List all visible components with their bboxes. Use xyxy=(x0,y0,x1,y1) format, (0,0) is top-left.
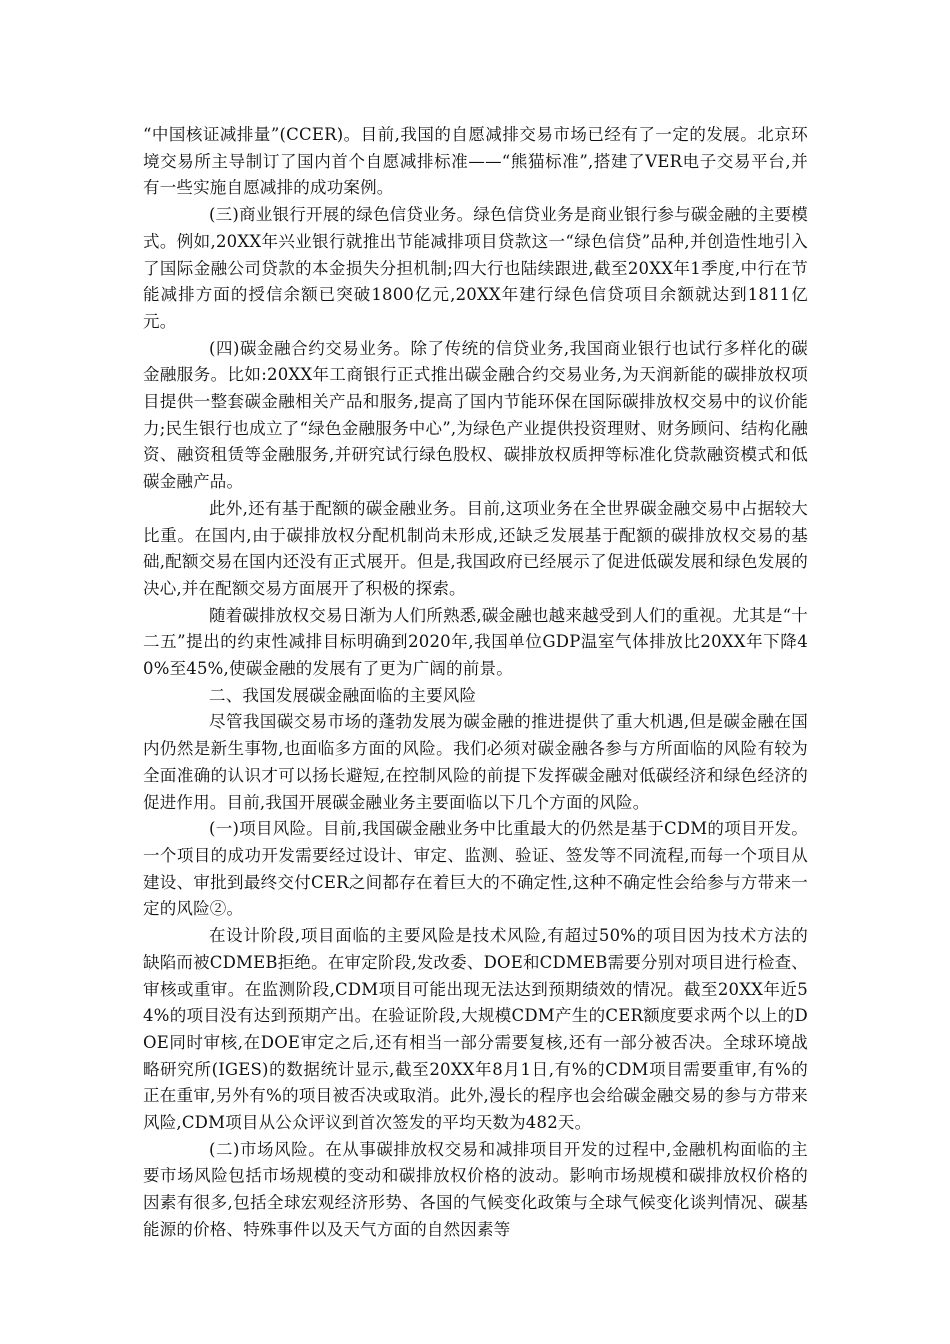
paragraph: (二)市场风险。在从事碳排放权交易和减排项目开发的过程中,金融机构面临的主要市场风险包括市场规模的变动和碳排放权价格的波动。影响市场规模和碳排放权价格的因素有很多,包括全球宏观经济形势、各国的气候变化政策与全球气候变化谈判情况、碳基能源的价格、特殊事件以及天气方面的自然因素等 xyxy=(143,1139,808,1239)
paragraph: 随着碳排放权交易日渐为人们所熟悉,碳金融也越来越受到人们的重视。尤其是“十二五”提出的约束性减排目标明确到2020年,我国单位GDP温室气体排放比20XX年下降40%至45%,使碳金融的发展有了更为广阔的前景。 xyxy=(143,605,808,679)
paragraph: 尽管我国碳交易市场的蓬勃发展为碳金融的推进提供了重大机遇,但是碳金融在国内仍然是新生事物,也面临多方面的风险。我们必须对碳金融各参与方所面临的风险有较为全面准确的认识才可以扬长避短,在控制风险的前提下发挥碳金融对低碳经济和绿色经济的促进作用。目前,我国开展碳金融业务主要面临以下几个方面的风险。 xyxy=(143,712,808,812)
paragraph: (一)项目风险。目前,我国碳金融业务中比重最大的仍然是基于CDM的项目开发。一个项目的成功开发需要经过设计、审定、监测、验证、签发等不同流程,而每一个项目从建设、审批到最终交付CER之间都存在着巨大的不确定性,这种不确定性会给参与方带来一定的风险②。 xyxy=(143,819,808,919)
paragraph: “中国核证减排量”(CCER)。目前,我国的自愿减排交易市场已经有了一定的发展。北京环境交易所主导制订了国内首个自愿减排标准——“熊猫标准”,搭建了VER电子交易平台,并有一些实施自愿减排的成功案例。 xyxy=(143,125,808,198)
paragraph: (三)商业银行开展的绿色信贷业务。绿色信贷业务是商业银行参与碳金融的主要模式。例如,20XX年兴业银行就推出节能减排项目贷款这一“绿色信贷”品种,并创造性地引入了国际金融公司贷款的本金损失分担机制;四大行也陆续跟进,截至20XX年1季度,中行在节能减排方面的授信余额已突破1800亿元,20XX年建行绿色信贷项目余额就达到1811亿元。 xyxy=(143,205,808,331)
paragraph: 此外,还有基于配额的碳金融业务。目前,这项业务在全世界碳金融交易中占据较大比重。在国内,由于碳排放权分配机制尚未形成,还缺乏发展基于配额的碳排放权交易的基础,配额交易在国内还没有正式展开。但是,我国政府已经展示了促进低碳发展和绿色发展的决心,并在配额交易方面展开了积极的探索。 xyxy=(143,498,808,598)
paragraph: 在设计阶段,项目面临的主要风险是技术风险,有超过50%的项目因为技术方法的缺陷而被CDMEB拒绝。在审定阶段,发改委、DOE和CDMEB需要分别对项目进行检查、审核或重审。在监测阶段,CDM项目可能出现无法达到预期绩效的情况。截至20XX年近54%的项目没有达到预期产出。在验证阶段,大规模CDM产生的CER额度要求两个以上的DOE同时审核,在DOE审定之后,还有相当一部分需要复核,还有一部分被否决。全球环境战略研究所(IGES)的数据统计显示,截至20XX年8月1日,有%的CDM项目需要重审,有%的正在重审,另外有%的项目被否决或取消。此外,漫长的程序也会给碳金融交易的参与方带来风险,CDM项目从公众评议到首次签发的平均天数为482天。 xyxy=(143,926,808,1133)
paragraph: (四)碳金融合约交易业务。除了传统的信贷业务,我国商业银行也试行多样化的碳金融服务。比如:20XX年工商银行正式推出碳金融合约交易业务,为天润新能的碳排放权项目提供一整套碳金融相关产品和服务,提高了国内节能环保在国际碳排放权交易中的议价能力;民生银行也成立了“绿色金融服务中心”,为绿色产业提供投资理财、财务顾问、结构化融资、融资租赁等金融服务,并研究试行绿色股权、碳排放权质押等标准化贷款融资模式和低碳金融产品。 xyxy=(143,338,808,492)
section-heading: 二、我国发展碳金融面临的主要风险 xyxy=(209,685,477,705)
document-body xyxy=(143,122,808,1244)
